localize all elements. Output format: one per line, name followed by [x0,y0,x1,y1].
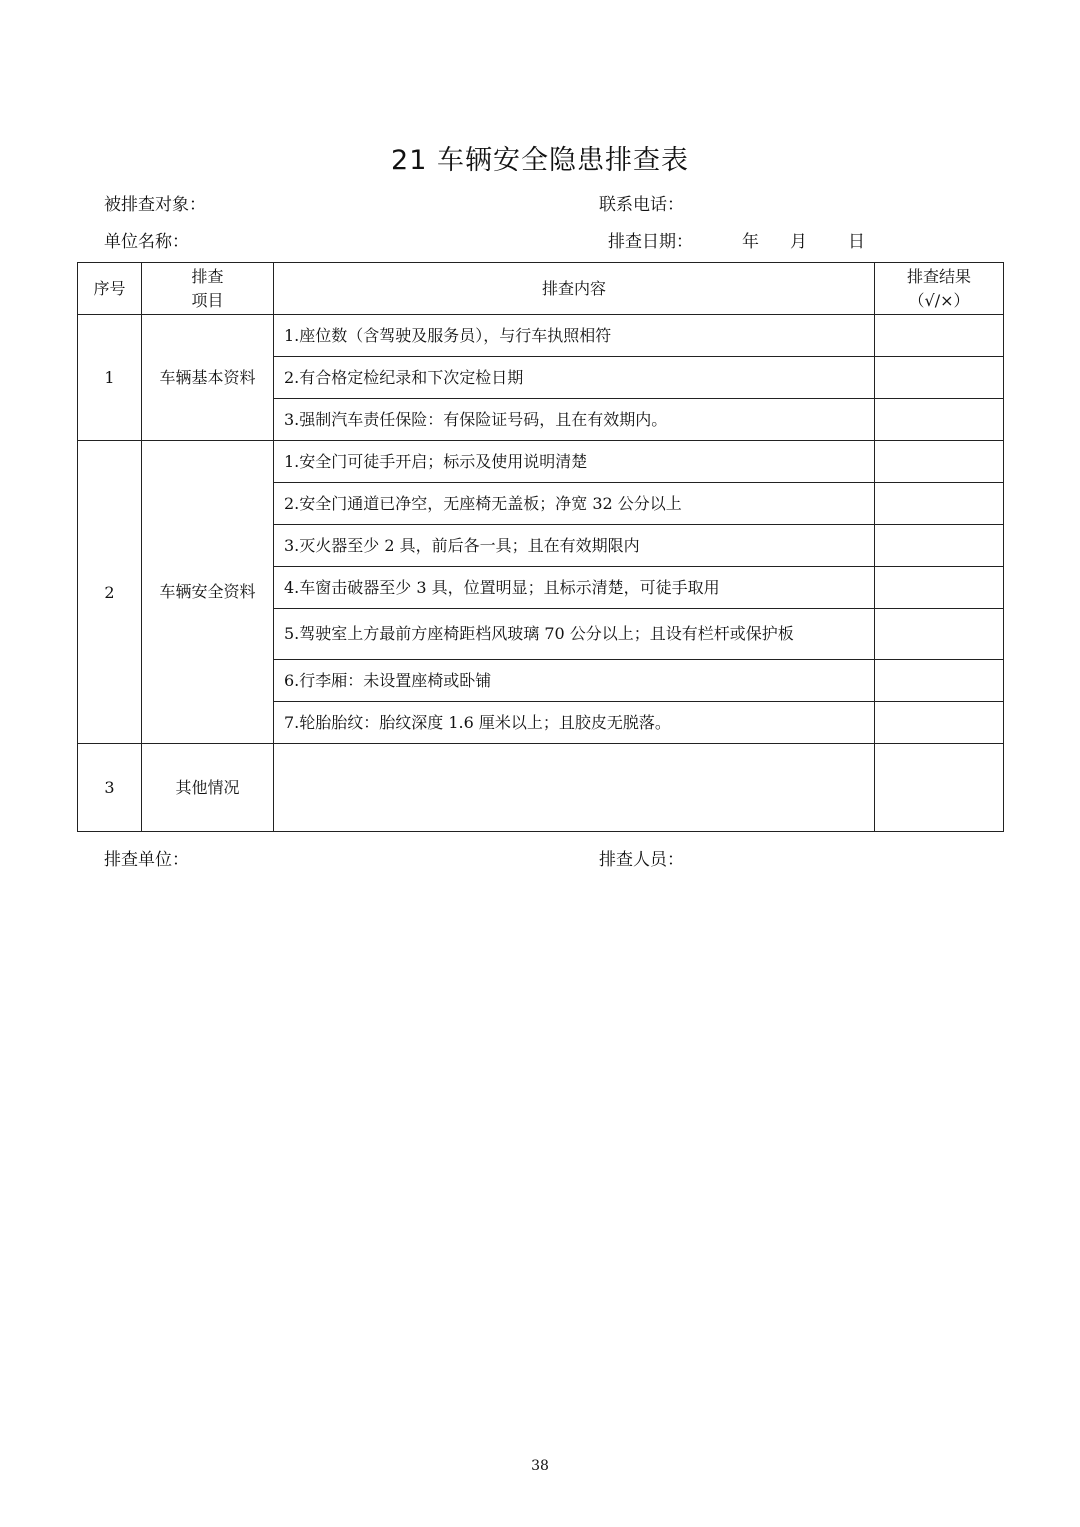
result-cell[interactable] [875,357,1004,399]
inspector-label: 排查人员： [599,850,684,870]
group-2-content-6: 6.行李厢：未设置座椅或卧铺 [274,660,875,702]
result-cell[interactable] [875,567,1004,609]
col-header-item-line2: 项目 [191,290,224,310]
group-2-no: 2 [78,441,142,744]
table-row [78,744,1004,832]
date-year-label: 年 [742,232,759,252]
inspection-table [77,262,1004,832]
group-3-content[interactable] [274,744,875,832]
result-cell[interactable] [875,483,1004,525]
date-day-label: 日 [848,232,865,252]
unit-name-label: 单位名称： [104,232,189,252]
group-1-content-2: 2.有合格定检纪录和下次定检日期 [274,357,875,399]
phone-label: 联系电话： [599,195,684,215]
col-header-item-line1: 排查 [191,266,224,286]
result-cell[interactable] [875,525,1004,567]
inspection-unit-label: 排查单位： [104,850,189,870]
col-header-no: 序号 [78,263,142,315]
result-cell[interactable] [875,744,1004,832]
col-header-content: 排查内容 [274,263,875,315]
group-3-no: 3 [78,744,142,832]
table-header-row [78,263,1004,315]
result-cell[interactable] [875,315,1004,357]
group-2-content-5: 5.驾驶室上方最前方座椅距档风玻璃 70 公分以上；且设有栏杆或保护板 [274,609,875,660]
col-header-result [875,263,1004,315]
inspected-target-label: 被排查对象： [104,195,206,215]
result-cell[interactable] [875,609,1004,660]
group-2-item: 车辆安全资料 [142,441,274,744]
group-2-content-2: 2.安全门通道已净空，无座椅无盖板；净宽 32 公分以上 [274,483,875,525]
group-2-content-1: 1.安全门可徒手开启；标示及使用说明清楚 [274,441,875,483]
col-header-result-line2: （√/×） [908,290,970,310]
document-title: 21 车辆安全隐患排查表 [391,145,689,176]
table-row [78,315,1004,357]
col-header-result-line1: 排查结果 [906,266,971,286]
date-month-label: 月 [790,232,807,252]
result-cell[interactable] [875,702,1004,744]
result-cell[interactable] [875,660,1004,702]
group-2-content-7: 7.轮胎胎纹：胎纹深度 1.6 厘米以上；且胶皮无脱落。 [274,702,875,744]
group-2-content-3: 3.灭火器至少 2 具，前后各一具；且在有效期限内 [274,525,875,567]
group-1-content-1: 1.座位数（含驾驶及服务员），与行车执照相符 [274,315,875,357]
group-1-no: 1 [78,315,142,441]
col-header-item [142,263,274,315]
table-row [78,441,1004,483]
page-number: 38 [531,1458,549,1474]
result-cell[interactable] [875,399,1004,441]
group-1-item: 车辆基本资料 [142,315,274,441]
result-cell[interactable] [875,441,1004,483]
group-1-content-3: 3.强制汽车责任保险：有保险证号码，且在有效期内。 [274,399,875,441]
inspection-date-label: 排查日期： [608,232,693,252]
group-2-content-4: 4.车窗击破器至少 3 具，位置明显；且标示清楚，可徒手取用 [274,567,875,609]
group-3-item: 其他情况 [142,744,274,832]
